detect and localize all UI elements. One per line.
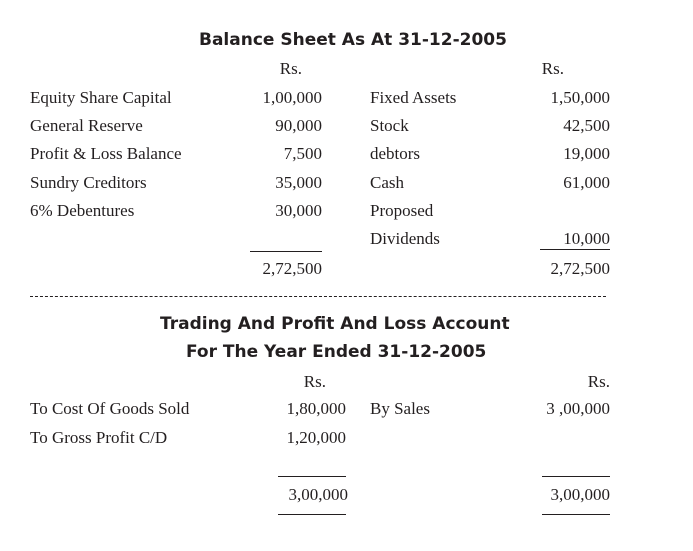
- asset-amount: 1,50,000: [550, 88, 610, 107]
- credit-currency-header: Rs.: [587, 372, 610, 391]
- credit-total-rule-top: [542, 476, 610, 477]
- liability-amount: 35,000: [275, 173, 322, 192]
- liability-label: Sundry Creditors: [30, 173, 147, 192]
- asset-label: Cash: [370, 173, 404, 192]
- trading-account-subtitle: For The Year Ended 31-12-2005: [186, 342, 487, 362]
- debit-amount: 1,20,000: [286, 428, 346, 447]
- debit-label: To Cost Of Goods Sold: [30, 399, 190, 418]
- liability-label: 6% Debentures: [30, 201, 135, 220]
- credit-total-rule-bottom: [542, 514, 610, 515]
- asset-amount: 19,000: [563, 144, 610, 163]
- credit-label: By Sales: [370, 399, 430, 418]
- assets-total: 2,72,500: [550, 259, 610, 278]
- debit-total-rule-bottom: [278, 514, 346, 515]
- liability-amount: 7,500: [283, 144, 322, 163]
- liabilities-total-rule: [250, 251, 322, 252]
- liabilities-currency-header: Rs.: [279, 59, 302, 78]
- asset-amount: 42,500: [563, 116, 610, 135]
- liability-label: Equity Share Capital: [30, 88, 172, 107]
- liability-amount: 90,000: [275, 116, 322, 135]
- debit-currency-header: Rs.: [303, 372, 326, 391]
- section-divider: [30, 296, 606, 297]
- assets-total-rule: [540, 249, 610, 250]
- liability-label: General Reserve: [30, 116, 143, 135]
- credit-amount: 3 ,00,000: [546, 399, 610, 418]
- liability-amount: 1,00,000: [262, 88, 322, 107]
- debit-amount: 1,80,000: [286, 399, 346, 418]
- asset-label: debtors: [370, 144, 421, 163]
- assets-currency-header: Rs.: [541, 59, 564, 78]
- debit-label: To Gross Profit C/D: [30, 428, 168, 447]
- asset-label: Fixed Assets: [370, 88, 457, 107]
- liability-amount: 30,000: [275, 201, 322, 220]
- balance-sheet-title: Balance Sheet As At 31-12-2005: [199, 30, 507, 50]
- trading-account-title: Trading And Profit And Loss Account: [160, 314, 510, 334]
- debit-total: 3,00,000: [288, 485, 348, 504]
- asset-amount: 61,000: [563, 173, 610, 192]
- debit-total-rule-top: [278, 476, 346, 477]
- asset-label: Dividends: [370, 229, 440, 248]
- liabilities-total: 2,72,500: [262, 259, 322, 278]
- credit-total: 3,00,000: [550, 485, 610, 504]
- asset-label: Stock: [370, 116, 409, 135]
- liability-label: Profit & Loss Balance: [30, 144, 182, 163]
- asset-amount: 10,000: [563, 229, 610, 248]
- asset-label: Proposed: [370, 201, 434, 220]
